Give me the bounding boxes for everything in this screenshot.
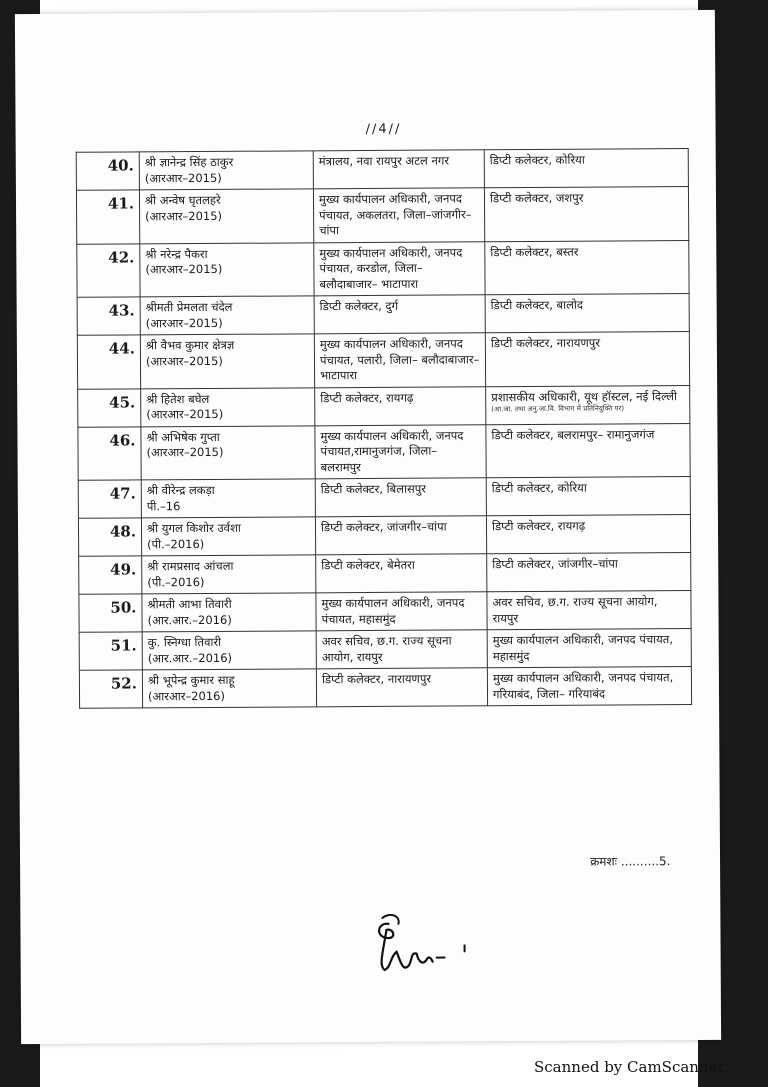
new-posting-cell (485, 332, 689, 387)
officer-name: श्रीमती प्रेमलता चंदेल (145, 299, 233, 315)
table-row (78, 423, 690, 480)
table-row (78, 515, 690, 557)
new-posting: डिप्टी कलेक्टर, बस्तर (490, 244, 579, 259)
officer-cell (141, 479, 315, 518)
page-number: //4// (365, 121, 402, 138)
serial-number: 44. (77, 335, 140, 389)
continued-label: क्रमशः ..........5. (590, 854, 671, 869)
officer-batch: (पी.–2016) (147, 574, 205, 590)
officer-batch: (आरआर–2016) (147, 688, 225, 704)
serial-number: 43. (77, 297, 140, 335)
signature-mark (360, 901, 480, 982)
current-posting: मुख्य कार्यपालन अधिकारी, जनपद पंचायत,रामानुजगंज, जिला– बलरामपुर (315, 425, 486, 480)
officer-name: श्री युगल किशोर उर्वशा (146, 521, 241, 536)
current-posting: मुख्य कार्यपालन अधिकारी, जनपद पंचायत, करडोल, जिला–बलौदाबाजार– भाटापारा (314, 241, 485, 296)
new-posting-cell (486, 515, 690, 554)
officer-cell (142, 593, 316, 632)
new-posting: अवर सचिव, छ.ग. राज्य सूचना आयोग, रायपुर (492, 594, 658, 626)
officer-name: श्री अभिषेक गुप्ता (146, 429, 220, 445)
table-row (77, 332, 689, 389)
officer-name: श्री ज्ञानेन्द्र सिंह ठाकुर (144, 154, 234, 170)
serial-number: 52. (79, 670, 142, 708)
new-posting: डिप्टी कलेक्टर, रायगढ़ (491, 518, 586, 534)
officer-name: श्री रामप्रसाद आंचला (147, 559, 234, 574)
officer-batch: (आरआर–2015) (144, 170, 222, 185)
officer-batch: (आरआर–2015) (145, 208, 223, 223)
officer-name: श्री नरेन्द्र पैकरा (145, 246, 208, 261)
officer-name: श्री वैभव कुमार क्षेत्रज्ञ (145, 337, 235, 353)
new-posting: डिप्टी कलेक्टर, कोरिया (491, 480, 587, 496)
serial-number: 50. (79, 594, 142, 632)
serial-number: 51. (79, 632, 142, 670)
officer-batch: (आरआर–2015) (145, 261, 223, 277)
table-row (79, 667, 691, 709)
serial-number: 46. (78, 427, 141, 481)
new-posting-cell (487, 629, 691, 668)
new-posting-cell (485, 294, 689, 333)
officer-batch: पी.–16 (146, 498, 181, 514)
officer-cell (142, 669, 316, 708)
new-posting-cell (487, 667, 691, 706)
serial-number: 41. (76, 190, 139, 244)
new-posting: डिप्टी कलेक्टर, जांजगीर–चांपा (492, 556, 618, 572)
new-posting: प्रशासकीय अधिकारी, यूथ हॉस्टल, नई दिल्ली (491, 388, 678, 404)
serial-number: 48. (78, 518, 141, 556)
new-posting-cell (484, 187, 688, 242)
officer-name: श्री हितेश बघेल (146, 391, 210, 407)
officer-cell (140, 334, 314, 389)
current-posting: मुख्य कार्यपालन अधिकारी, जनपद पंचायत, अकलतरा, जिला–जांजगीर– चांपा (313, 188, 484, 243)
new-posting-cell (487, 591, 691, 630)
table-row (78, 477, 690, 519)
serial-number: 49. (79, 556, 142, 594)
table-row (79, 629, 691, 671)
officer-name: कु. स्निग्धा तिवारी (147, 635, 222, 650)
new-posting-cell (487, 553, 691, 592)
serial-number: 40. (76, 152, 139, 190)
transfer-table-body (76, 149, 691, 709)
document-page (15, 10, 721, 1044)
officer-cell (141, 517, 315, 556)
officer-batch: (पी.–2016) (147, 536, 205, 552)
current-posting: मुख्य कार्यपालन अधिकारी, जनपद पंचायत, पलारी, जिला– बलौदाबाजार– भाटापारा (314, 333, 485, 388)
officer-batch: (आरआर–2015) (146, 407, 224, 422)
new-posting-cell (486, 385, 690, 424)
new-posting-cell (486, 423, 690, 478)
officer-cell (142, 555, 316, 594)
new-posting: डिप्टी कलेक्टर, जशपुर (489, 190, 584, 206)
current-posting: डिप्टी कलेक्टर, बिलासपुर (315, 478, 486, 517)
new-posting: डिप्टी कलेक्टर, नारायणपुर (490, 335, 601, 351)
current-posting: मुख्य कार्यपालन अधिकारी, जनपद पंचायत, महासमुंद (316, 592, 487, 631)
table-row (77, 240, 689, 297)
scanner-watermark: Scanned by CamScanner (534, 1058, 725, 1076)
officer-cell (139, 151, 313, 190)
officer-name: श्री अन्वेष घृतलहरे (144, 192, 221, 208)
officer-batch: (आरआर–2015) (145, 353, 223, 369)
officer-name: श्री वीरेन्द्र लकड़ा (146, 483, 215, 498)
new-posting: डिप्टी कलेक्टर, बलरामपुर– रामानुजगंज (491, 426, 655, 442)
officer-cell (141, 426, 315, 481)
new-posting-cell (486, 477, 690, 516)
serial-number: 47. (78, 480, 141, 518)
serial-number: 45. (78, 389, 141, 427)
officer-name: श्री भूपेन्द्र कुमार साहू (147, 673, 235, 688)
new-posting: मुख्य कार्यपालन अधिकारी, जनपद पंचायत, महासमुंद (492, 632, 674, 664)
transfer-table (76, 148, 692, 709)
table-row (76, 187, 688, 244)
new-posting-cell (485, 240, 689, 295)
officer-cell (142, 631, 316, 670)
posting-note: (आ.जा. तथा अनु.जा.वि. विभाग में प्रतिनियुक्ति पर) (491, 404, 625, 414)
officer-name: श्रीमती आभा तिवारी (147, 597, 232, 612)
current-posting: डिप्टी कलेक्टर, जांजगीर–चांपा (315, 516, 486, 555)
officer-batch: (आरआर–2015) (145, 315, 223, 330)
current-posting: डिप्टी कलेक्टर, दुर्ग (314, 295, 485, 334)
new-posting: मुख्य कार्यपालन अधिकारी, जनपद पंचायत, गरियाबंद, जिला– गरियाबंद (492, 670, 674, 702)
officer-cell (139, 189, 313, 244)
officer-batch: (आर.आर.–2016) (147, 612, 232, 628)
officer-cell (140, 242, 314, 297)
table-row (77, 294, 689, 336)
officer-batch: (आर.आर.–2016) (147, 650, 233, 666)
officer-batch: (आरआर–2015) (146, 445, 224, 460)
current-posting: मंत्रालय, नवा रायपुर अटल नगर (313, 150, 484, 189)
table-row (79, 591, 691, 633)
new-posting-cell (484, 149, 688, 188)
current-posting: डिप्टी कलेक्टर, नारायणपुर (316, 668, 487, 707)
serial-number: 42. (77, 243, 140, 297)
new-posting: डिप्टी कलेक्टर, कोरिया (489, 152, 585, 168)
new-posting: डिप्टी कलेक्टर, बालोद (490, 297, 583, 313)
current-posting: अवर सचिव, छ.ग. राज्य सूचना आयोग, रायपुर (316, 630, 487, 669)
table-row (76, 149, 688, 191)
table-row (79, 553, 691, 595)
current-posting: डिप्टी कलेक्टर, रायगढ़ (315, 386, 486, 425)
officer-cell (140, 296, 314, 335)
officer-cell (141, 388, 315, 427)
current-posting: डिप्टी कलेक्टर, बेमेतरा (316, 554, 487, 593)
table-row (78, 385, 690, 427)
